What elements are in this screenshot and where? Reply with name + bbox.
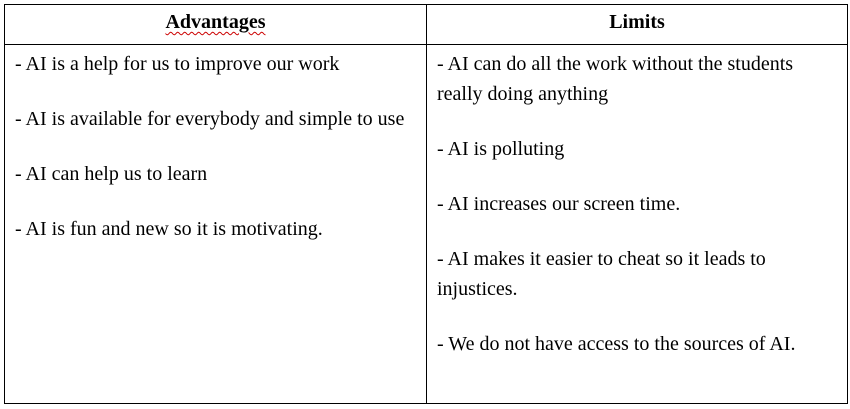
limits-cell	[427, 45, 848, 404]
advantage-item: - AI is a help for us to improve our work	[15, 53, 340, 75]
advantage-item: - AI is fun and new so it is motivating.	[15, 218, 323, 240]
limits-list	[437, 49, 839, 359]
limit-item: - AI makes it easier to cheat so it leads to injustices.	[437, 248, 766, 300]
advantages-list	[15, 49, 418, 244]
advantages-limits-table	[4, 4, 848, 404]
limit-item: - We do not have access to the sources of AI.	[437, 333, 796, 355]
limit-item: - AI increases our screen time.	[437, 193, 681, 215]
advantages-header: Advantages	[165, 11, 266, 33]
advantage-item: - AI can help us to learn	[15, 163, 208, 185]
advantage-item: - AI is available for everybody and simple to use	[15, 108, 405, 130]
advantages-cell	[5, 45, 427, 404]
limits-header: Limits	[609, 11, 665, 33]
limit-item: - AI can do all the work without the students really doing anything	[437, 53, 794, 105]
advantages-header-cell	[5, 5, 427, 45]
table-header-row	[5, 5, 848, 45]
limits-header-cell	[427, 5, 848, 45]
table-body-row	[5, 45, 848, 404]
limit-item: - AI is polluting	[437, 138, 565, 160]
